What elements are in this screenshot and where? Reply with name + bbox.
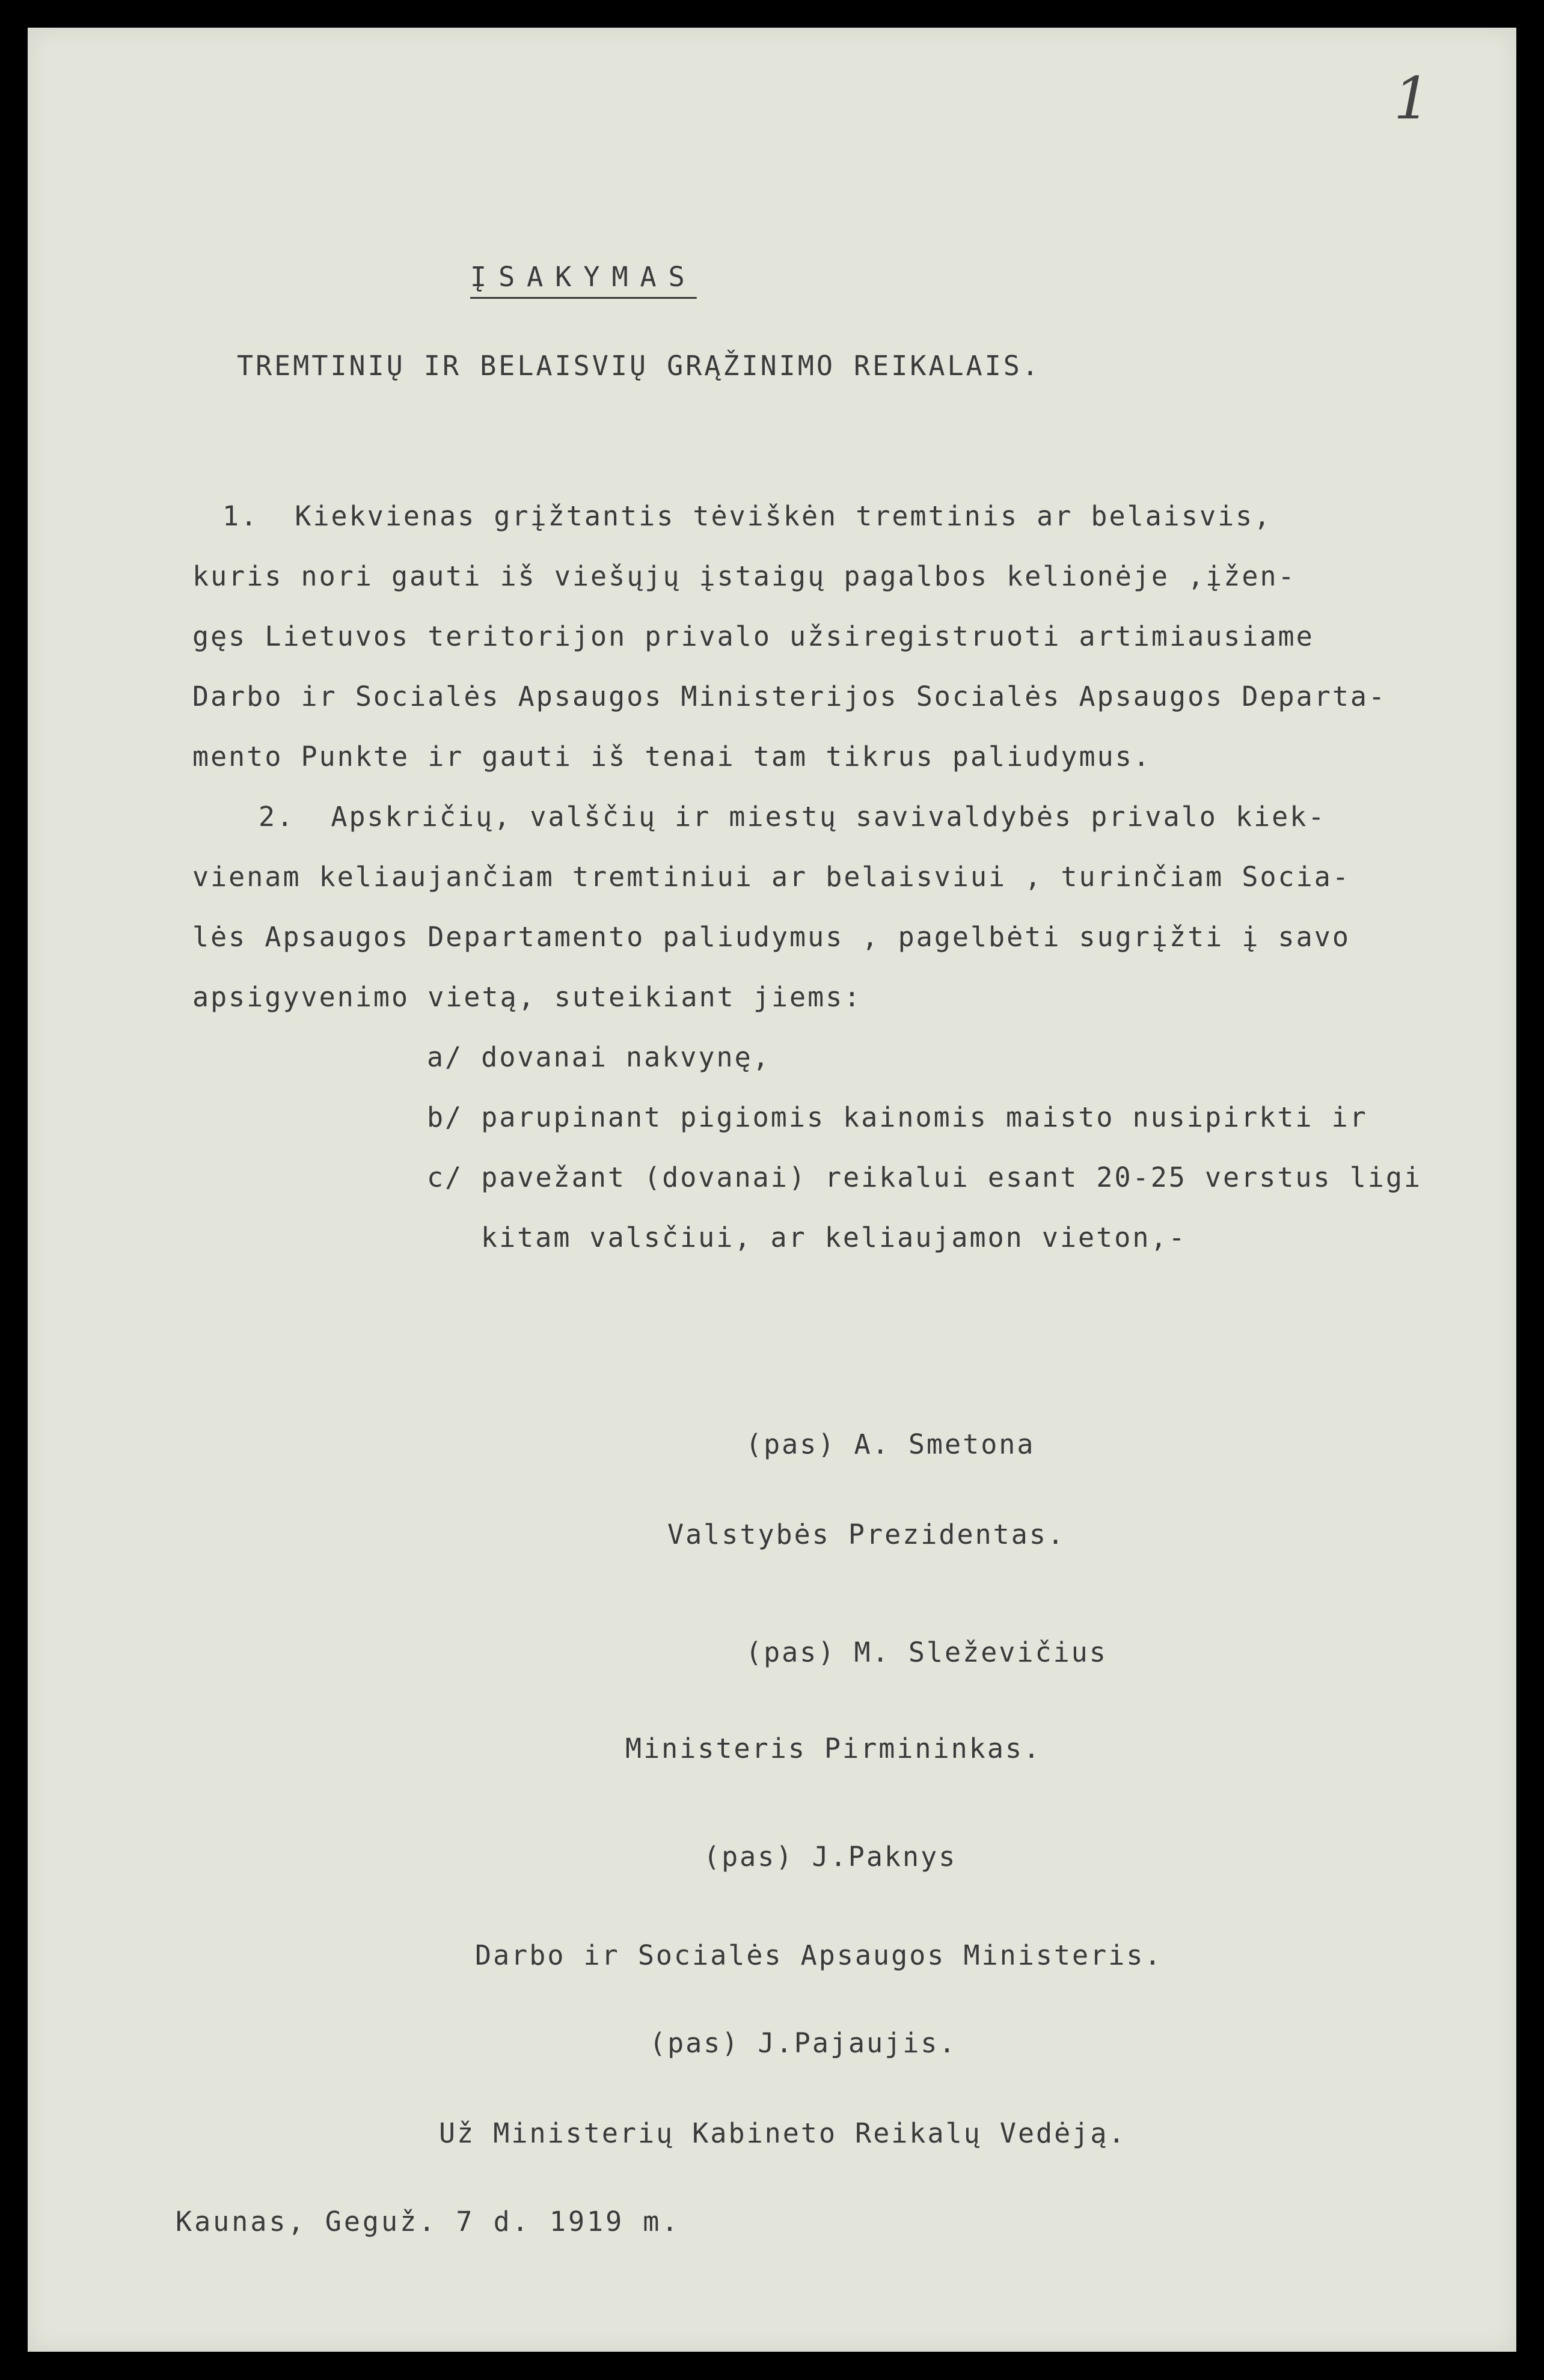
paragraph-1-line: Darbo ir Socialės Apsaugos Ministerijos Socialės Apsaugos Departa- [192,681,1387,712]
list-item-continuation: kitam valsčiui, ar keliaujamon vieton,- [481,1222,1187,1253]
signature-title: Darbo ir Socialės Apsaugos Ministeris. [475,1939,1163,1971]
paragraph-2-line: apsigyvenimo vietą, suteikiant jiems: [192,981,862,1013]
document-subtitle: TREMTINIŲ IR BELAISVIŲ GRĄŽINIMO REIKALAIS. [237,350,1041,382]
signature-title: Valstybės Prezidentas. [667,1519,1066,1550]
paragraph-2-line: 2. Apskričių, valščių ir miestų savivaldybės privalo kiek- [259,801,1326,833]
paragraph-2-line: lės Apsaugos Departamento paliudymus , pagelbėti sugrįžti į savo [192,921,1350,953]
list-item: a/ dovanai nakvynę, [427,1041,771,1073]
paragraph-1-line: mento Punkte ir gauti iš tenai tam tikrus paliudymus. [192,741,1151,772]
paragraph-1-line: 1. Kiekvienas grįžtantis tėviškėn tremtinis ar belaisvis, [222,500,1272,532]
signature-name: (pas) A. Smetona [746,1428,1035,1460]
signature-name: (pas) M. Sleževičius [746,1636,1107,1668]
signature-name: (pas) J.Pajaujis. [649,2027,957,2059]
folio-number: 1 [1394,65,1431,132]
list-item: b/ parupinant pigiomis kainomis maisto nusipirkti ir [427,1101,1368,1133]
place-date: Kaunas, Geguž. 7 d. 1919 m. [176,2206,681,2238]
signature-name: (pas) J.Paknys [703,1841,957,1873]
list-item: c/ pavežant (dovanai) reikalui esant 20-25 verstus ligi [427,1161,1423,1193]
document-title: ĮSAKYMAS [470,261,697,293]
signature-title: Už Ministerių Kabineto Reikalų Vedėją. [439,2117,1127,2149]
paragraph-1-line: gęs Lietuvos teritorijon privalo užsiregistruoti artimiausiame [192,620,1314,652]
paragraph-1-line: kuris nori gauti iš viešųjų įstaigų pagalbos kelionėje ,įžen- [192,560,1296,592]
paragraph-2-line: vienam keliaujančiam tremtiniui ar belaisviui , turinčiam Socia- [192,861,1350,893]
signature-title: Ministeris Pirmininkas. [625,1733,1042,1764]
